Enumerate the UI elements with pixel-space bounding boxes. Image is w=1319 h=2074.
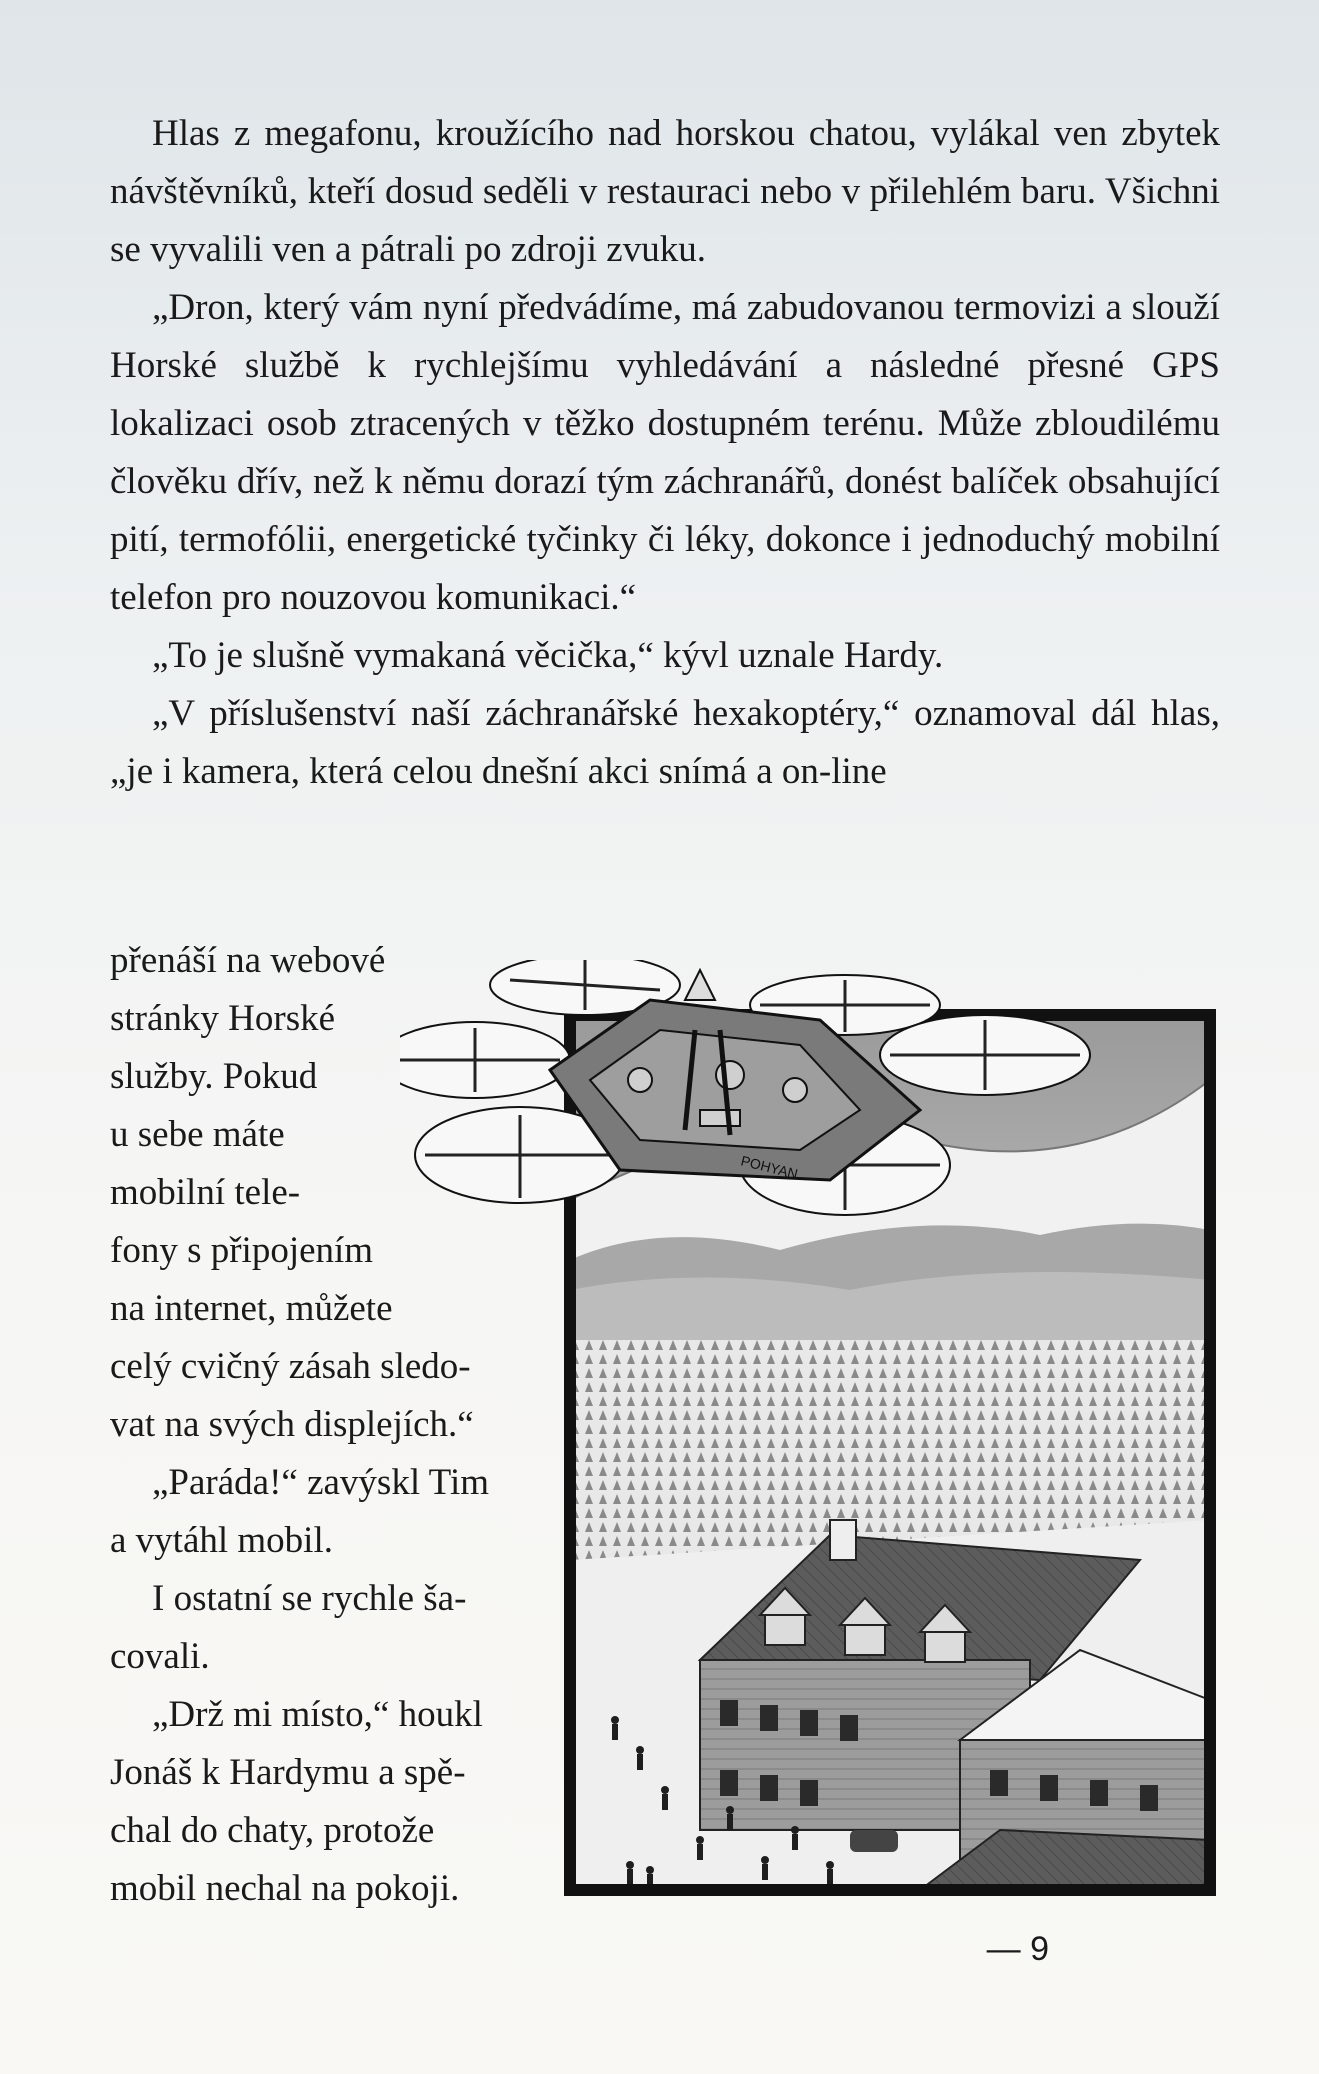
text-line: „Paráda!“ zavýskl Tim [152, 1462, 490, 1503]
drone-label: POHYAN [739, 1152, 800, 1182]
text-line: a vytáhl mobil. [110, 1520, 333, 1561]
paragraph-4: „V příslušenství naší záchranářské hexakoptéry,“ oznamoval dál hlas, „je i kamera, která celou dnešní akci snímá a on-line [110, 693, 1220, 792]
paragraph-1: Hlas z megafonu, kroužícího nad horskou chatou, vylákal ven zbytek návštěvníků, kteří dosud seděli v restauraci nebo v přilehlém baru. Všichni se vyvalili ven a pátrali po zdroji zvuku. [110, 113, 1220, 270]
paragraph-2: „Dron, který vám nyní předvádíme, má zabudovanou termovizi a slouží Horské službě k rychlejšímu vyhledávání a následné přesné GPS lokalizaci osob ztracených v těžko dostupném terénu. Může zbloudilému člověku dřív, než k němu dorazí tým záchranářů, donést balíček obsahující pití, termofólii, energetické tyčinky či léky, dokonce i jednoduchý mobilní telefon pro nouzovou komunikaci.“ [110, 287, 1220, 618]
paragraph-3: „To je slušně vymakaná věcička,“ kývl uznale Hardy. [152, 635, 944, 676]
text-line: celý cvičný zásah sledo- [110, 1346, 471, 1387]
text-line: vat na svých displejích.“ [110, 1404, 474, 1445]
text-line: mobilní tele- [110, 1172, 301, 1213]
text-line: na internet, můžete [110, 1288, 393, 1329]
text-line: přenáší na webové [110, 940, 386, 981]
text-line: stránky Horské [110, 998, 336, 1039]
text-line: mobil nechal na pokoji. [110, 1868, 460, 1909]
text-line: I ostatní se rychle ša- [152, 1578, 467, 1619]
text-line: covali. [110, 1636, 210, 1677]
text-line: „Drž mi místo,“ houkl [152, 1694, 483, 1735]
page-number: — 9 [986, 1930, 1049, 1968]
text-line: služby. Pokud [110, 1056, 318, 1097]
body-text-top [110, 105, 1220, 801]
text-line: fony s připojením [110, 1230, 374, 1271]
drone-over-chalet-illustration [400, 960, 1220, 1900]
text-line: u sebe máte [110, 1114, 285, 1155]
text-line: chal do chaty, protože [110, 1810, 435, 1851]
text-line: Jonáš k Hardymu a spě- [110, 1752, 466, 1793]
